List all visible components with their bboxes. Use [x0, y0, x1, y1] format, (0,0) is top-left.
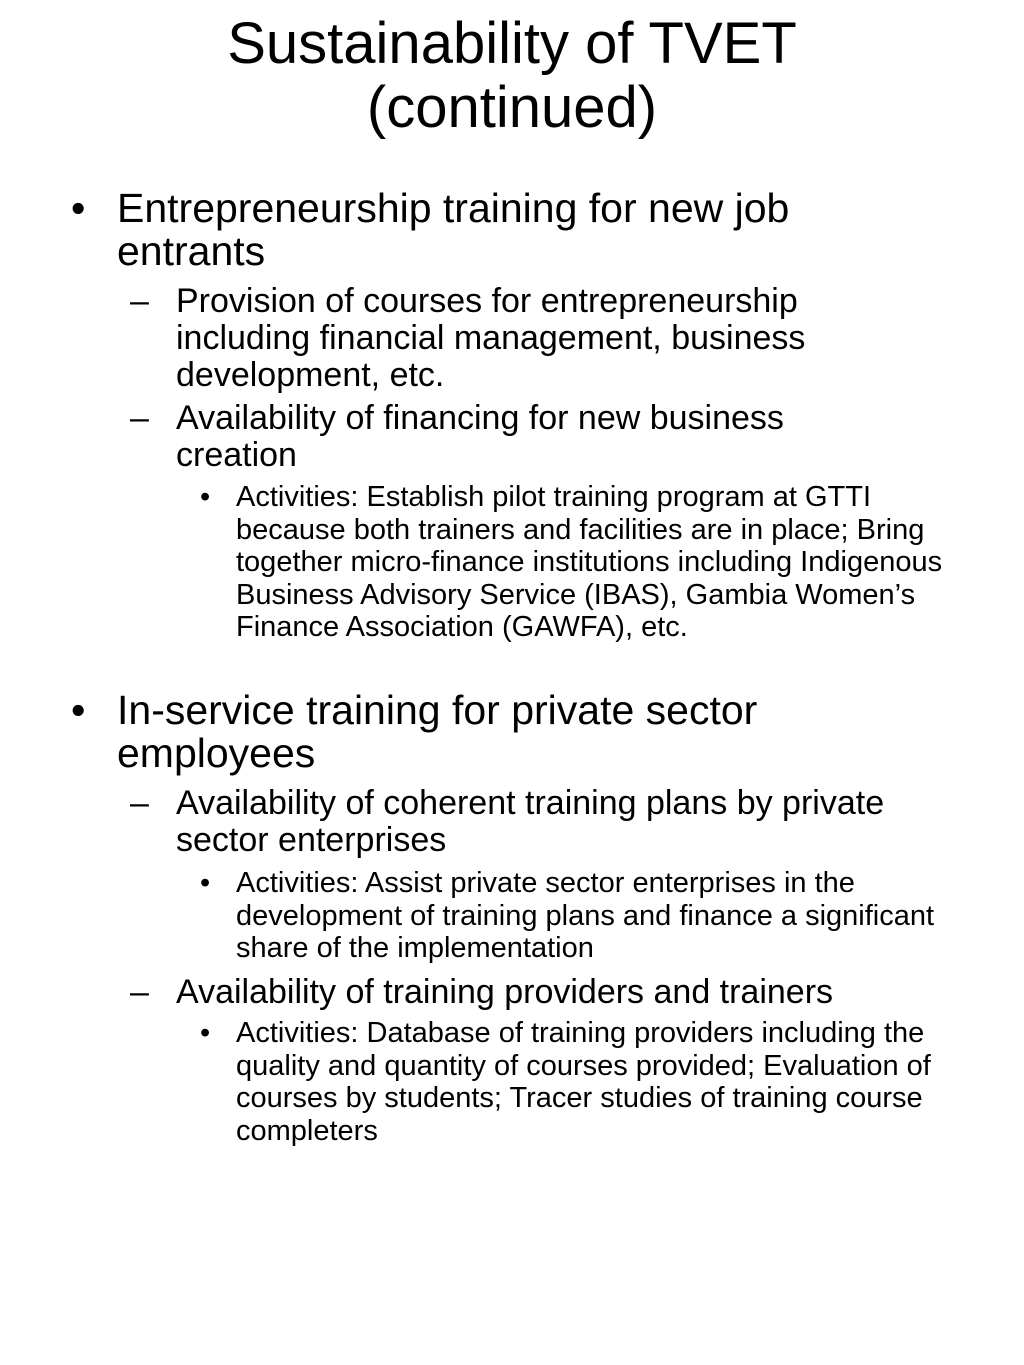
activity-assist-enterprises: [200, 867, 976, 965]
dash-marker: –: [130, 399, 149, 437]
bullet-marker: •: [71, 687, 86, 733]
bullet-marker: •: [200, 481, 211, 513]
slide-title-line-1: Sustainability of TVET: [227, 11, 797, 76]
sub-bullet-courses: [130, 282, 896, 394]
bullet-in-service: [71, 687, 897, 776]
activity-text: Activities: Database of training providers including the quality and quantity of courses provided; Evaluation of courses by students; Tracer studies of training course completers: [236, 1017, 931, 1147]
sub-bullet-text: Availability of financing for new business creation: [176, 399, 784, 474]
sub-bullet-financing: [130, 399, 896, 474]
sub-bullet-text: Provision of courses for entrepreneurship including financial management, business development, etc.: [176, 282, 806, 394]
bullet-marker: •: [71, 185, 86, 231]
activity-text: Activities: Assist private sector enterprises in the development of training plans and finance a significant share of the implementation: [236, 867, 935, 965]
activity-database: [200, 1017, 956, 1147]
dash-marker: –: [130, 973, 149, 1011]
slide-title-line-2: (continued): [366, 75, 658, 140]
activity-pilot-training: [200, 481, 976, 644]
dash-marker: –: [130, 784, 149, 822]
bullet-text: Entrepreneurship training for new job entrants: [117, 185, 790, 274]
sub-bullet-providers: [130, 973, 946, 1011]
sub-bullet-training-plans: [130, 784, 896, 859]
bullet-marker: •: [200, 1017, 211, 1049]
slide-title: [0, 12, 1024, 140]
activity-text: Activities: Establish pilot training program at GTTI because both trainers and facilities are in place; Bring together micro-finance institutions including Indigenous Business Advisory Service (IBAS), Gambia Women’s Finance Association (GAWFA), etc.: [236, 481, 943, 644]
dash-marker: –: [130, 282, 149, 320]
bullet-marker: •: [200, 867, 211, 899]
bullet-text: In-service training for private sector employees: [117, 687, 758, 776]
sub-bullet-text: Availability of training providers and trainers: [176, 973, 834, 1011]
sub-bullet-text: Availability of coherent training plans by private sector enterprises: [176, 784, 885, 859]
bullet-entrepreneurship: [71, 185, 897, 274]
